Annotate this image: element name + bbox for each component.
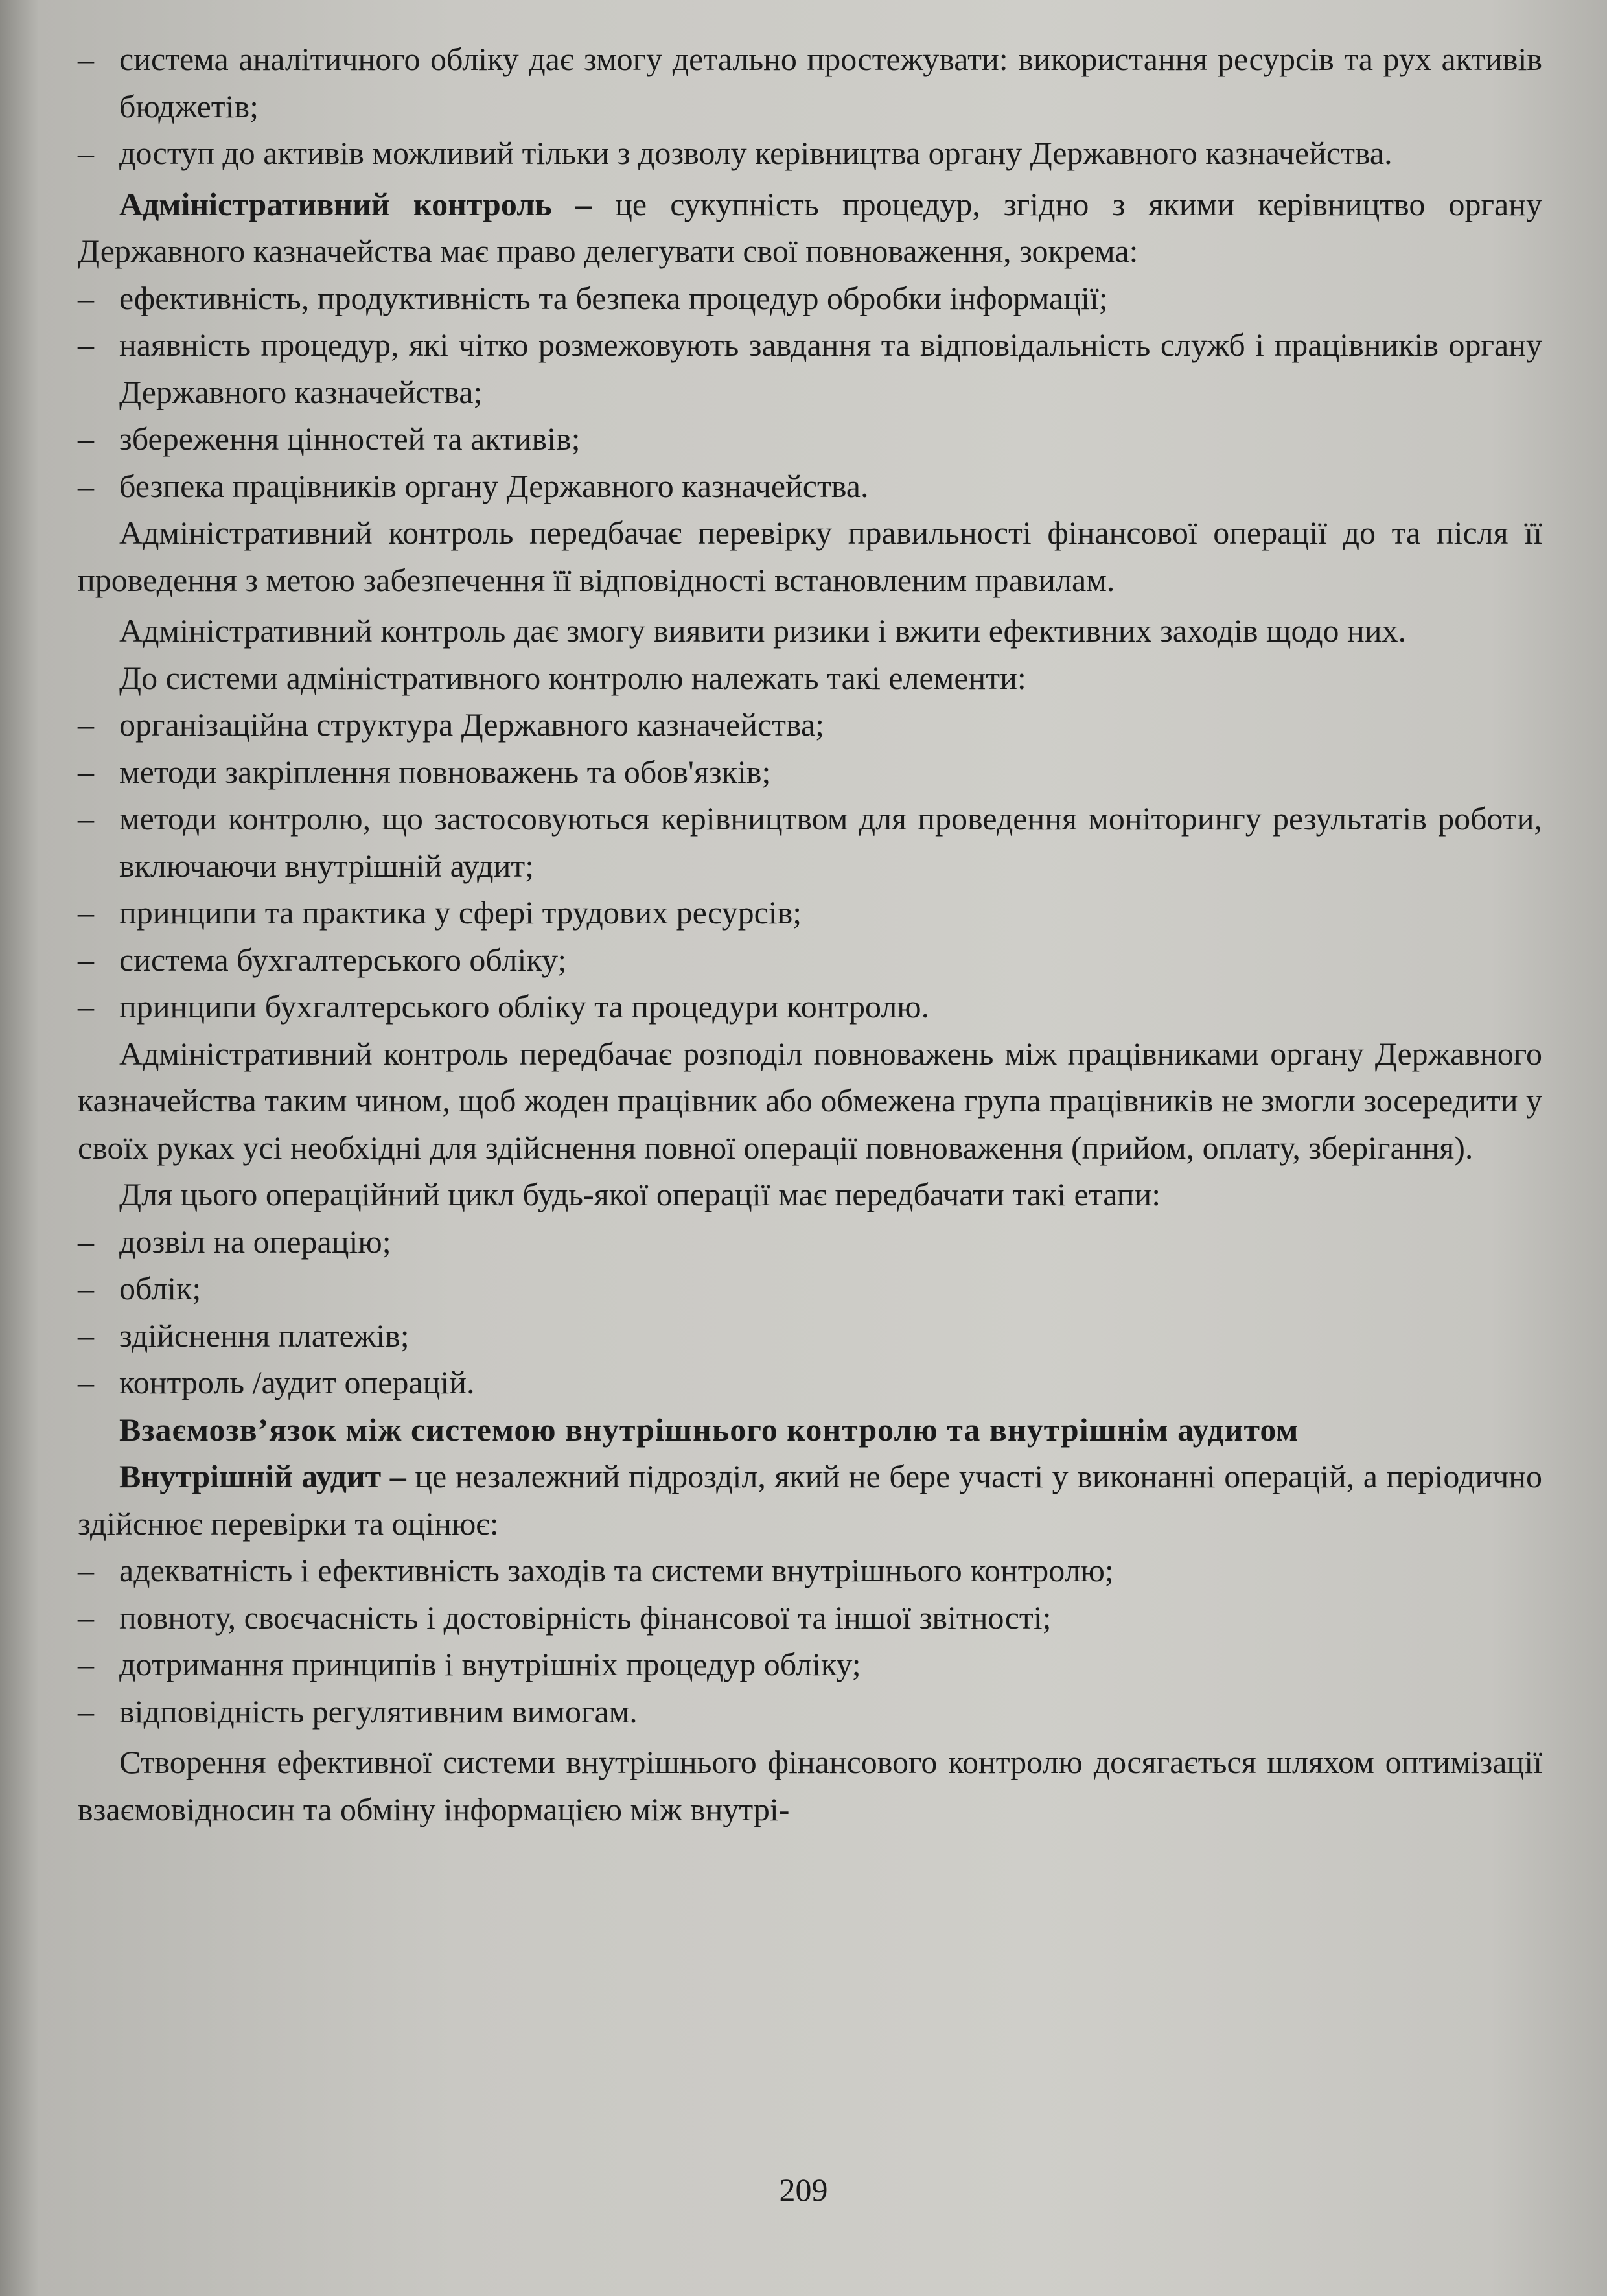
paragraph — [78, 181, 1542, 275]
list-item-text: наявність процедур, які чітко розмежовують завдання та відповідальність служб і працівників органу Державного казначейства; — [119, 327, 1542, 410]
dash-marker: – — [78, 1599, 94, 1636]
dash-marker: – — [78, 894, 94, 931]
paragraph — [78, 1030, 1542, 1172]
paragraph — [78, 655, 1542, 702]
list-item-text: адекватність і ефективність заходів та системи внутрішнього контролю; — [119, 1552, 1114, 1588]
list-item-text: методи закріплення повноважень та обов'язків; — [119, 753, 771, 790]
dash-marker: – — [78, 706, 94, 743]
dash-marker: – — [78, 135, 94, 171]
list-item-text: організаційна структура Державного казначейства; — [119, 706, 825, 743]
list-item-text: дозвіл на операцію; — [119, 1223, 391, 1260]
dash-marker: – — [78, 800, 94, 837]
paragraph — [78, 1453, 1542, 1547]
list-item-text: принципи та практика у сфері трудових ресурсів; — [119, 894, 802, 931]
dash-marker: – — [78, 1317, 94, 1354]
dash-marker: – — [78, 41, 94, 77]
section-heading: Взаємозв’язок між системою внутрішнього контролю та внутрішнім аудитом — [119, 1411, 1299, 1448]
list-item — [78, 1312, 1542, 1360]
list-item — [78, 463, 1542, 510]
list-item — [78, 1688, 1542, 1735]
paragraph-text: Адміністративний контроль передбачає розподіл повноважень між працівниками органу Державного казначейства таким чином, щоб жоден працівник або обмежена група працівників не змогли зосередити у своїх руках усі необхідні для здійснення повної операції повноваження (прийом, оплату, зберігання). — [78, 1035, 1542, 1166]
paragraph-text: До системи адміністративного контролю належать такі елементи: — [119, 659, 1026, 696]
list-item — [78, 936, 1542, 984]
list-item-text: безпека працівників органу Державного казначейства. — [119, 467, 869, 504]
list-item — [78, 889, 1542, 936]
list-item-text: принципи бухгалтерського обліку та процедури контролю. — [119, 988, 930, 1025]
list-item — [78, 1641, 1542, 1688]
list-item-text: облік; — [119, 1270, 202, 1306]
dash-marker: – — [78, 1693, 94, 1730]
dash-marker: – — [78, 1646, 94, 1682]
paragraph-text: Адміністративний контроль передбачає перевірку правильності фінансової операції до та після її проведення з метою забезпечення її відповідності встановленим правилам. — [78, 515, 1542, 598]
list-item — [78, 130, 1542, 177]
paragraph-text: це незалежний підрозділ, який не бере участі у виконанні операцій, а періодично здійснює перевірки та оцінює: — [78, 1458, 1542, 1542]
list-item — [78, 1218, 1542, 1266]
list-item-text: здійснення платежів; — [119, 1317, 410, 1354]
list-item-text: доступ до активів можливий тільки з дозволу керівництва органу Державного казначейства. — [119, 135, 1393, 171]
dash-marker: – — [78, 988, 94, 1025]
paragraph-text: Для цього операційний цикл будь-якої операції має передбачати такі етапи: — [119, 1176, 1161, 1212]
dash-marker: – — [78, 467, 94, 504]
paragraph-text: Адміністративний контроль дає змогу виявити ризики і вжити ефективних заходів щодо них. — [119, 612, 1407, 649]
dash-marker: – — [78, 279, 94, 316]
list-item — [78, 1547, 1542, 1594]
list-item — [78, 1265, 1542, 1312]
list-item — [78, 1359, 1542, 1406]
list-item — [78, 321, 1542, 415]
term-lead: Адміністративний контроль – — [119, 185, 592, 222]
paragraph — [78, 509, 1542, 603]
list-item-text: система бухгалтерського обліку; — [119, 941, 567, 978]
paragraph-text: Створення ефективної системи внутрішнього фінансового контролю досягається шляхом оптимізації взаємовідносин та обміну інформацією між внутрі- — [78, 1744, 1542, 1827]
term-lead: Внутрішній аудит – — [119, 1458, 406, 1494]
list-item-text: збереження цінностей та активів; — [119, 421, 581, 457]
list-item-text: система аналітичного обліку дає змогу детально простежувати: використання ресурсів та рух активів бюджетів; — [119, 41, 1542, 124]
paragraph — [78, 607, 1542, 655]
page-body — [78, 36, 1542, 1833]
list-item — [78, 275, 1542, 322]
list-item — [78, 701, 1542, 748]
paragraph-text: це сукупність процедур, згідно з якими керівництво органу Державного казначейства має право делегувати свої повноваження, зокрема: — [78, 185, 1542, 269]
list-item — [78, 795, 1542, 889]
list-item-text: методи контролю, що застосовуються керівництвом для проведення моніторингу результатів роботи, включаючи внутрішній аудит; — [119, 800, 1542, 884]
dash-marker: – — [78, 1552, 94, 1588]
dash-marker: – — [78, 327, 94, 363]
dash-marker: – — [78, 1223, 94, 1260]
list-item — [78, 1594, 1542, 1641]
dash-marker: – — [78, 1270, 94, 1306]
list-item-text: ефективність, продуктивність та безпека процедур обробки інформації; — [119, 279, 1108, 316]
list-item — [78, 748, 1542, 796]
dash-marker: – — [78, 1364, 94, 1400]
paragraph — [78, 1171, 1542, 1218]
list-item-text: відповідність регулятивним вимогам. — [119, 1693, 638, 1730]
list-item-text: повноту, своєчасність і достовірність фінансової та іншої звітності; — [119, 1599, 1052, 1636]
dash-marker: – — [78, 941, 94, 978]
list-item-text: дотримання принципів і внутрішніх процедур обліку; — [119, 1646, 861, 1682]
dash-marker: – — [78, 421, 94, 457]
list-item-text: контроль /аудит операцій. — [119, 1364, 475, 1400]
paragraph — [78, 1739, 1542, 1833]
list-item — [78, 983, 1542, 1030]
list-item — [78, 415, 1542, 463]
page-number: 209 — [779, 2172, 828, 2208]
list-item — [78, 36, 1542, 130]
dash-marker: – — [78, 753, 94, 790]
